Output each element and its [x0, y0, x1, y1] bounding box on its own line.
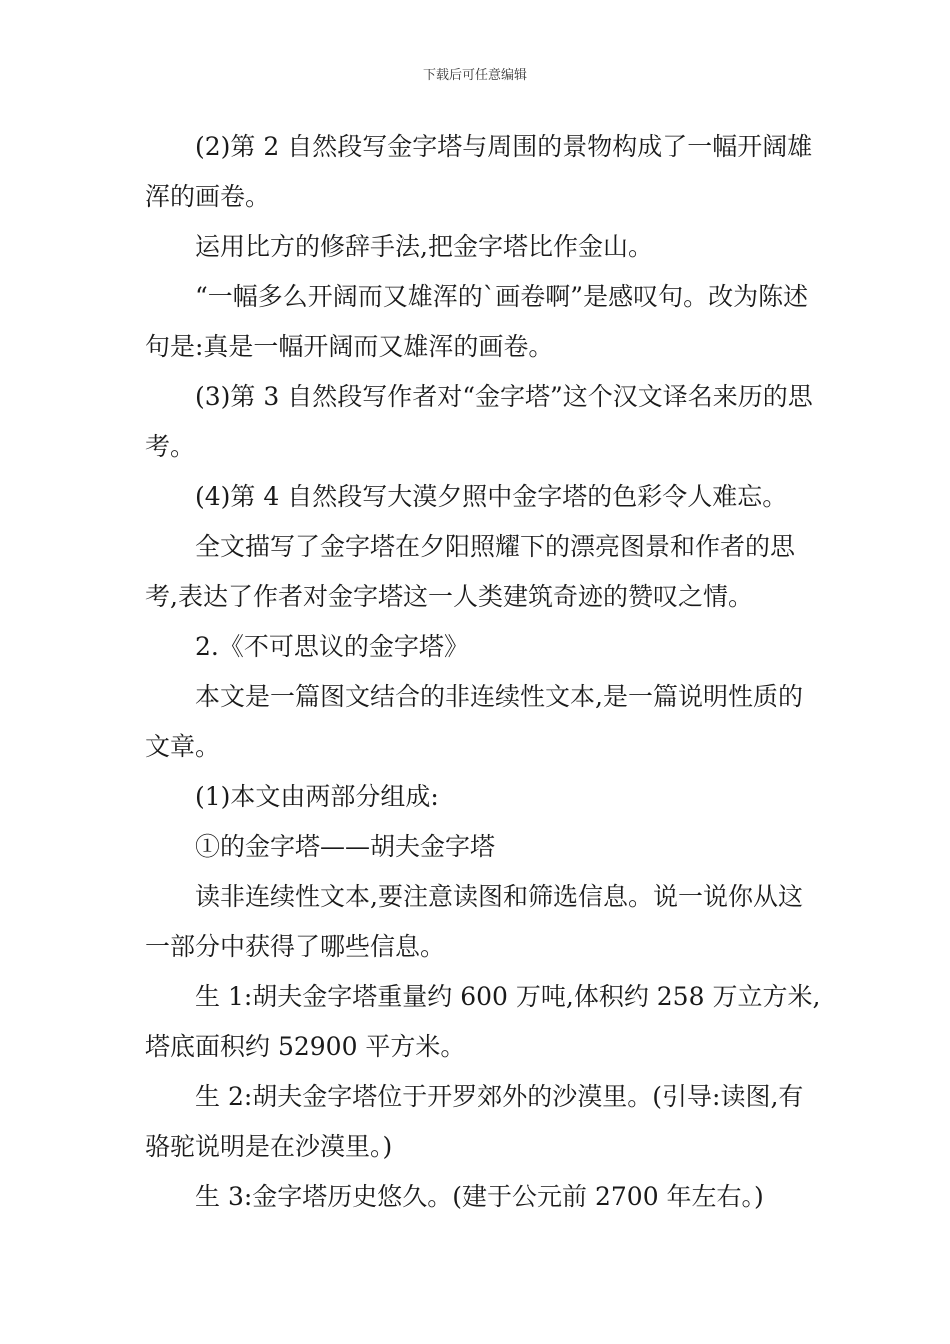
section-heading: 2.《不可思议的金字塔》 — [195, 632, 469, 661]
paragraph: “一幅多么开阔而又雄浑的`画卷啊”是感叹句。改为陈述句是:真是一幅开阔而又雄浑的画卷。 — [145, 282, 809, 361]
paragraph: 本文是一篇图文结合的非连续性文本,是一篇说明性质的文章。 — [145, 682, 803, 761]
paragraph: 生 1:胡夫金字塔重量约 600 万吨,体积约 258 万立方米,塔底面积约 52900 平方米。 — [145, 982, 821, 1061]
paragraph: 全文描写了金字塔在夕阳照耀下的漂亮图景和作者的思考,表达了作者对金字塔这一人类建筑奇迹的赞叹之情。 — [145, 532, 796, 611]
paragraph: (2)第 2 自然段写金字塔与周围的景物构成了一幅开阔雄浑的画卷。 — [145, 132, 813, 211]
paragraph: (4)第 4 自然段写大漠夕照中金字塔的色彩令人难忘。 — [195, 482, 788, 511]
document-body — [145, 122, 825, 1222]
paragraph: (3)第 3 自然段写作者对“金字塔”这个汉文译名来历的思考。 — [145, 382, 813, 461]
paragraph: 运用比方的修辞手法,把金字塔比作金山。 — [195, 232, 653, 261]
page-header: 下载后可任意编辑 — [422, 68, 527, 83]
paragraph: 生 2:胡夫金字塔位于开罗郊外的沙漠里。(引导:读图,有骆驼说明是在沙漠里。) — [145, 1082, 804, 1161]
paragraph: ①的金字塔——胡夫金字塔 — [195, 832, 496, 861]
paragraph: (1)本文由两部分组成: — [195, 782, 439, 811]
paragraph: 生 3:金字塔历史悠久。(建于公元前 2700 年左右。) — [195, 1182, 764, 1211]
paragraph: 读非连续性文本,要注意读图和筛选信息。说一说你从这一部分中获得了哪些信息。 — [145, 882, 803, 961]
